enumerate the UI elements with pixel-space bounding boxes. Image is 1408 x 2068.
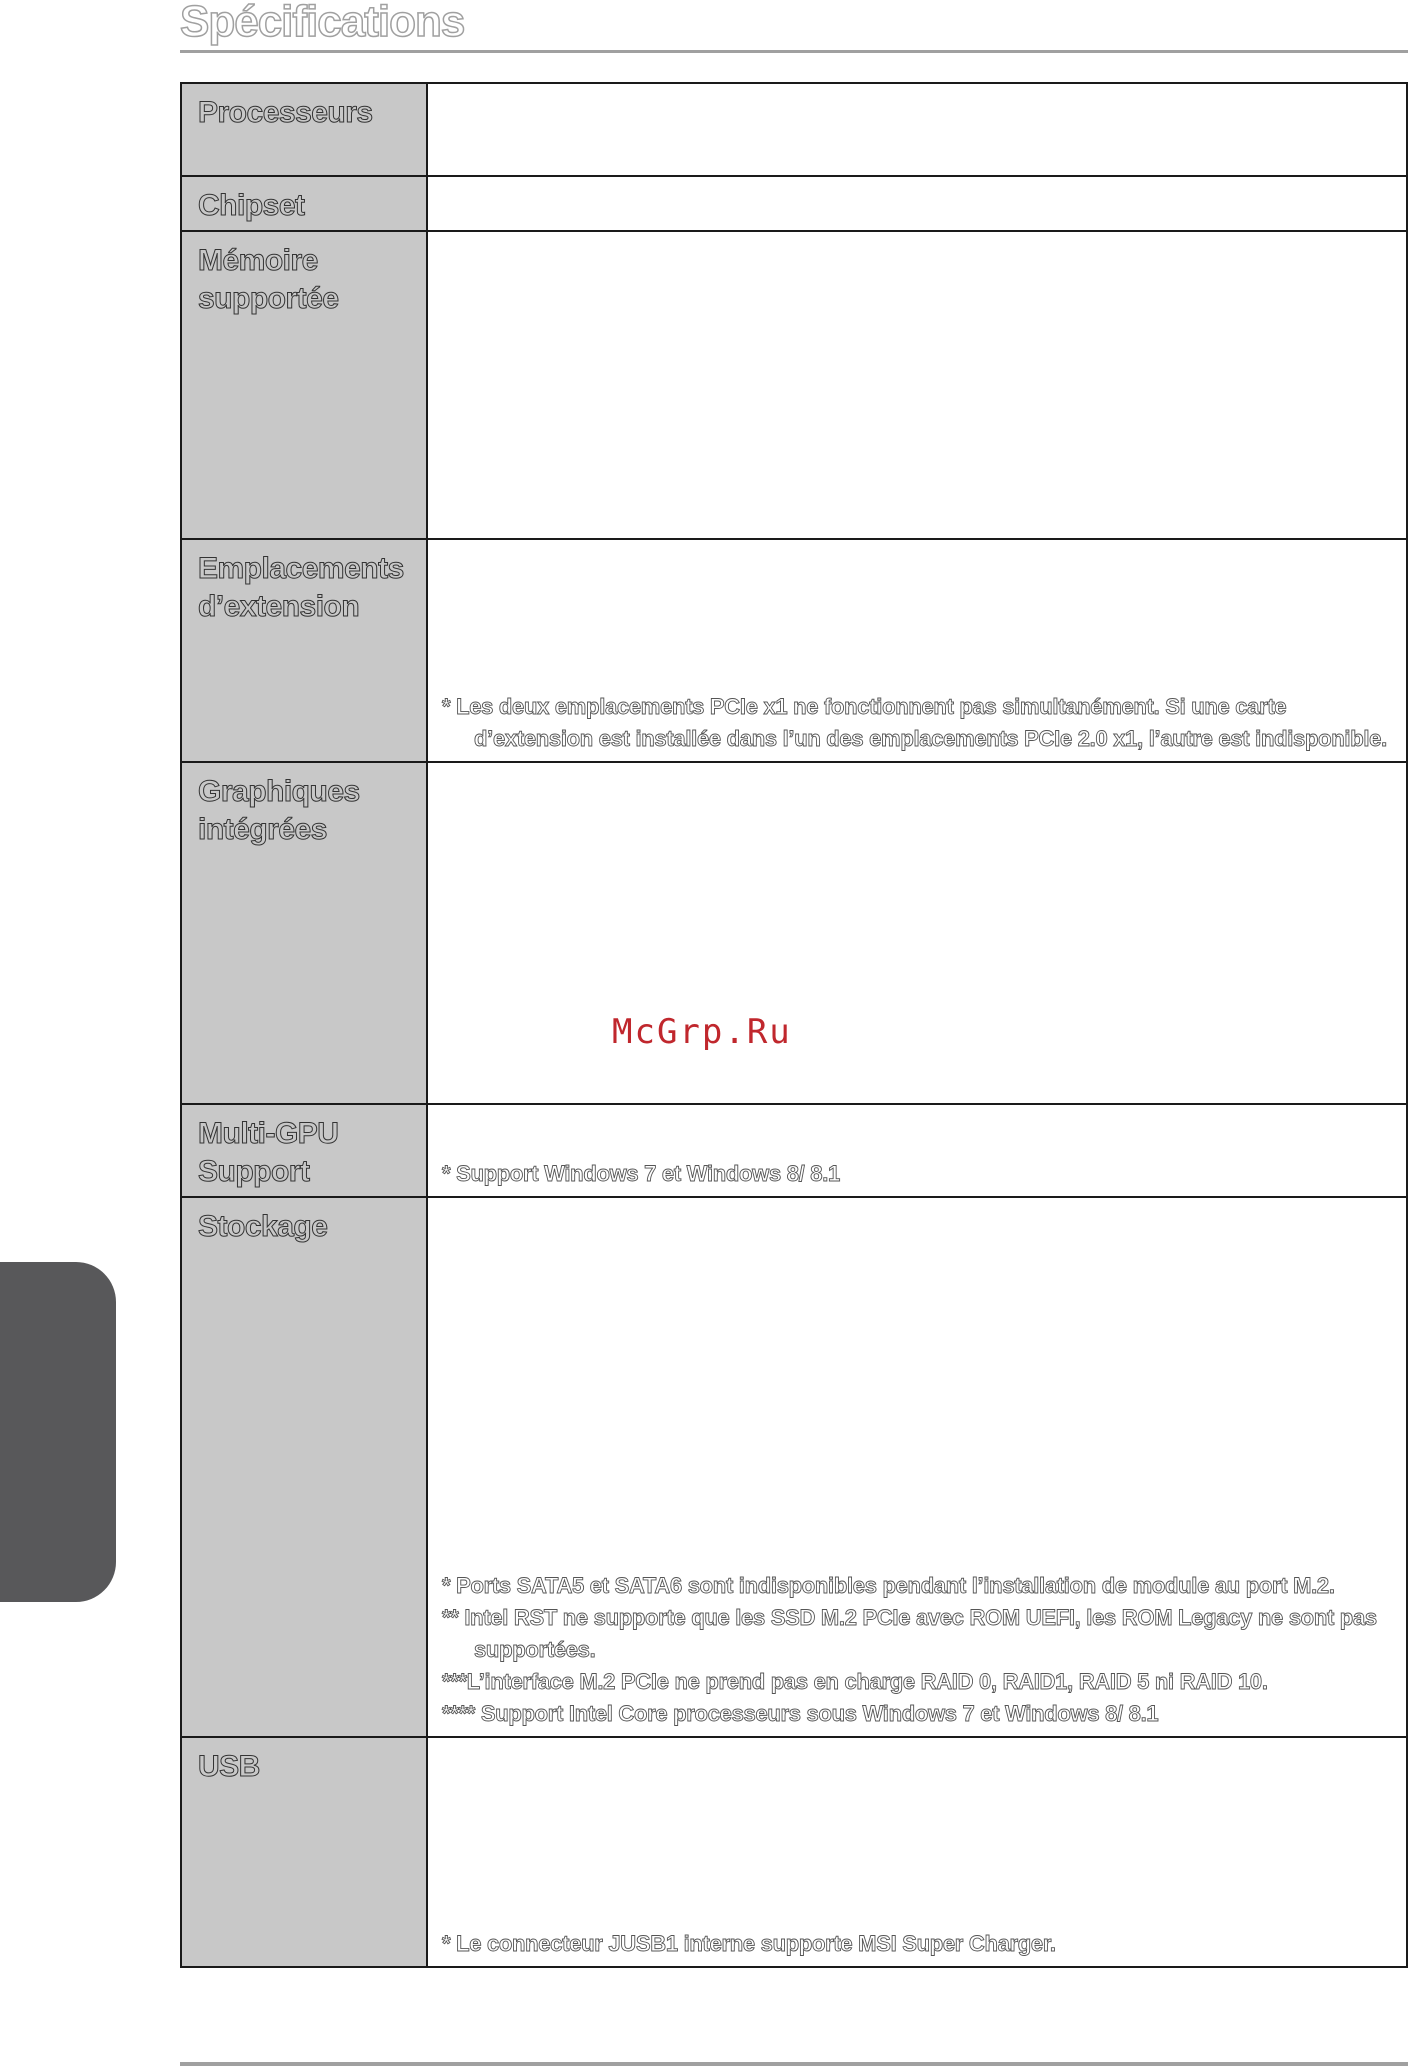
row-label: Mémoire supportée xyxy=(198,244,339,315)
side-tab xyxy=(0,1262,116,1602)
bottom-rule xyxy=(180,2062,1408,2066)
spec-row-usb xyxy=(181,1737,1407,1967)
row-label: Processeurs xyxy=(198,96,373,129)
footnote: * Ports SATA5 et SATA6 sont indisponibles pendant l’installation de module au port M.2. xyxy=(442,1573,1335,1598)
row-label-cell xyxy=(181,1104,427,1197)
row-value-cell xyxy=(427,1104,1407,1197)
spec-row-multigpu xyxy=(181,1104,1407,1197)
row-value-cell xyxy=(427,539,1407,762)
row-label-cell xyxy=(181,1197,427,1737)
spec-row-graphiques xyxy=(181,762,1407,1104)
row-label-cell xyxy=(181,762,427,1104)
spec-row-emplacements xyxy=(181,539,1407,762)
row-value-cell xyxy=(427,231,1407,539)
footnote: * Support Windows 7 et Windows 8/ 8.1 xyxy=(442,1161,840,1186)
row-notes xyxy=(442,1570,1392,1730)
spec-row-memoire xyxy=(181,231,1407,539)
row-label: Stockage xyxy=(198,1210,328,1243)
watermark: McGrp.Ru xyxy=(612,1012,792,1052)
row-notes xyxy=(442,1928,1392,1960)
spec-table xyxy=(180,82,1408,1968)
row-label: USB xyxy=(198,1750,260,1783)
row-label: Multi-GPU Support xyxy=(198,1117,339,1188)
footnote: ** Intel RST ne supporte que les SSD M.2 PCIe avec ROM UEFI, les ROM Legacy ne sont pas supportées. xyxy=(442,1605,1377,1662)
page-title: Spécifications xyxy=(180,0,465,46)
footnote: * Les deux emplacements PCIe x1 ne fonctionnent pas simultanément. Si une carte d’extension est installée dans l’un des emplacements PCIe 2.0 x1, l’autre est indisponible. xyxy=(442,694,1387,751)
row-value-cell xyxy=(427,176,1407,231)
row-notes xyxy=(442,691,1392,755)
row-label-cell xyxy=(181,176,427,231)
row-label-cell xyxy=(181,83,427,176)
footnote: * Le connecteur JUSB1 interne supporte MSI Super Charger. xyxy=(442,1931,1056,1956)
row-label-cell xyxy=(181,539,427,762)
row-value-cell xyxy=(427,762,1407,1104)
row-label: Graphiques intégrées xyxy=(198,775,360,846)
title-rule xyxy=(180,50,1408,53)
row-notes xyxy=(442,1158,1392,1190)
row-label: Chipset xyxy=(198,189,305,222)
spec-row-processeurs xyxy=(181,83,1407,176)
footnote: **** Support Intel Core processeurs sous Windows 7 et Windows 8/ 8.1 xyxy=(442,1701,1159,1726)
row-value-cell xyxy=(427,1197,1407,1737)
spec-row-chipset xyxy=(181,176,1407,231)
row-label-cell xyxy=(181,231,427,539)
row-value-cell xyxy=(427,83,1407,176)
row-label-cell xyxy=(181,1737,427,1967)
spec-row-stockage xyxy=(181,1197,1407,1737)
footnote: ***L’interface M.2 PCIe ne prend pas en charge RAID 0, RAID1, RAID 5 ni RAID 10. xyxy=(442,1669,1268,1694)
row-value-cell xyxy=(427,1737,1407,1967)
row-label: Emplacements d’extension xyxy=(198,552,404,623)
